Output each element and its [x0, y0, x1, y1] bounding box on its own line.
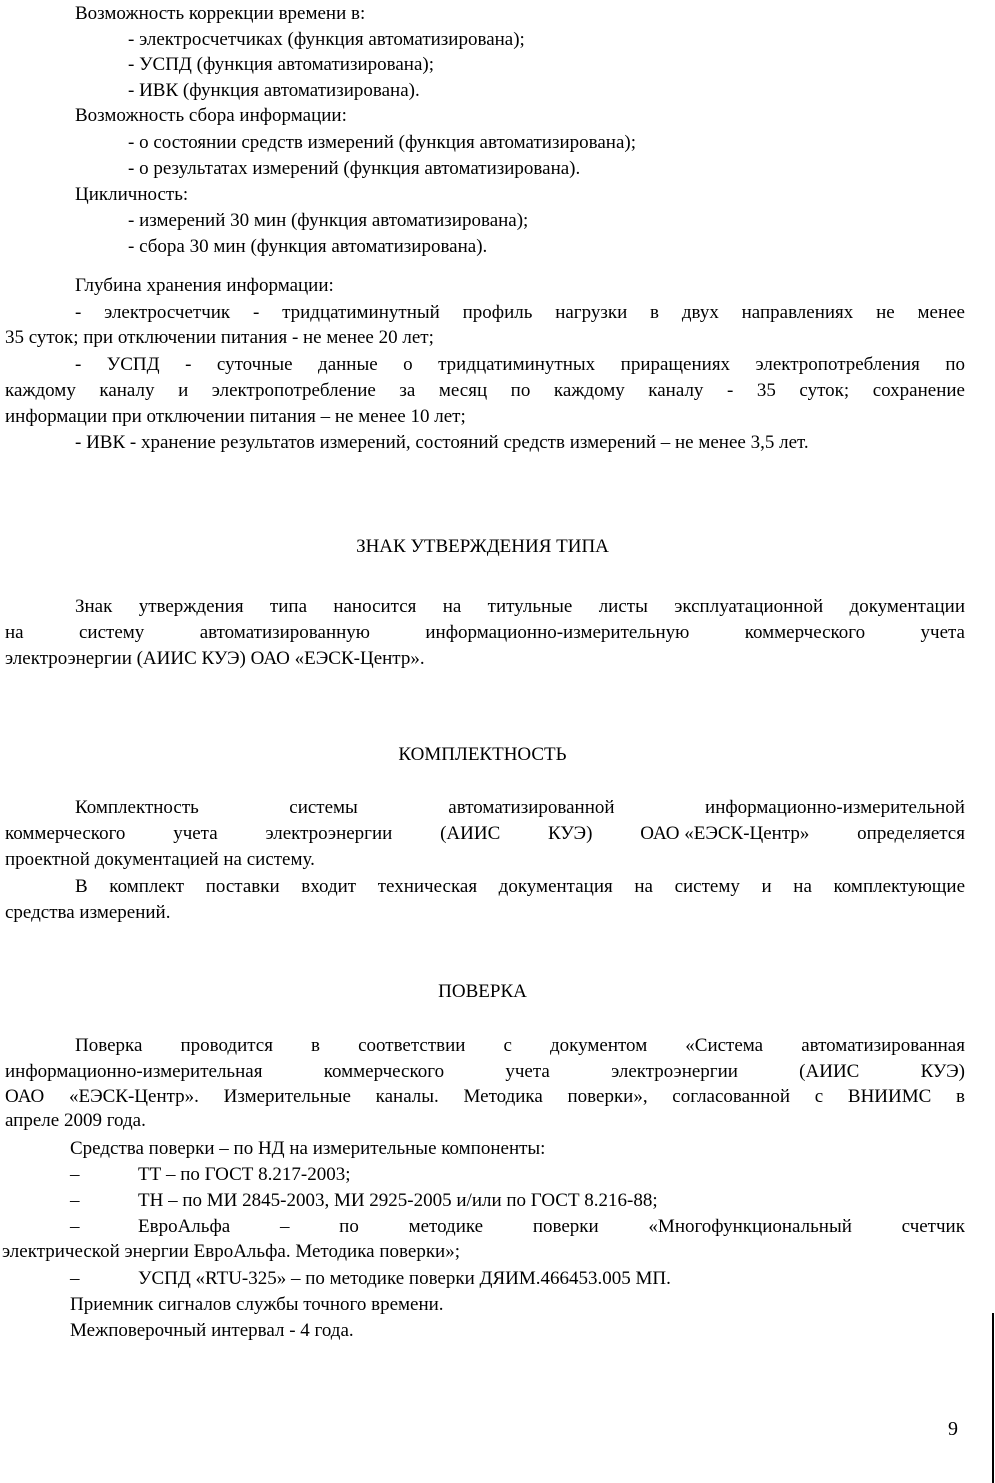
- paragraph-line: проектной документацией на систему.: [5, 849, 315, 870]
- paragraph-line: [75, 796, 965, 820]
- paragraph-line: [5, 1060, 965, 1084]
- receiver-line: Приемник сигналов службы точного времени.: [70, 1294, 444, 1315]
- word: Поверка: [75, 1035, 143, 1056]
- dash: –: [70, 1216, 80, 1237]
- paragraph-line: Знак утверждения типа наносится на титульные листы эксплуатационной документации: [75, 596, 965, 617]
- word: системы: [289, 797, 358, 818]
- word: автоматизированной: [448, 797, 615, 818]
- list-item: - УСПД (функция автоматизирована);: [128, 54, 434, 75]
- paragraph-line: [75, 1034, 965, 1058]
- list-item: ТН – по МИ 2845-2003, МИ 2925-2005 и/или по ГОСТ 8.216-88;: [138, 1190, 658, 1211]
- dash: –: [70, 1268, 80, 1289]
- word: коммерческого: [744, 622, 866, 643]
- word: автоматизированную: [199, 622, 370, 643]
- verification-tools-title: Средства поверки – по НД на измерительные компоненты:: [70, 1138, 546, 1159]
- word: «Система: [685, 1035, 764, 1056]
- list-item: - измерений 30 мин (функция автоматизирована);: [128, 210, 529, 231]
- list-item: [138, 1215, 965, 1239]
- time-correction-title: Возможность коррекции времени в:: [75, 3, 366, 24]
- storage-line: 35 суток; при отключении питания - не менее 20 лет;: [5, 327, 434, 348]
- word: электроэнергии: [265, 823, 393, 844]
- storage-line: - УСПД - суточные данные о тридцатиминутных приращениях электропотребления по: [75, 354, 965, 375]
- storage-line: информации при отключении питания – не менее 10 лет;: [5, 406, 466, 427]
- paragraph-line: апреле 2009 года.: [5, 1110, 146, 1131]
- word: «Многофункциональный: [648, 1216, 852, 1237]
- word: КУЭ): [548, 823, 593, 844]
- list-item: - о результатах измерений (функция автоматизирована).: [128, 158, 581, 179]
- word: учета: [505, 1061, 550, 1082]
- word: коммерческого: [323, 1061, 445, 1082]
- section-heading-completeness: КОМПЛЕКТНОСТЬ: [398, 744, 567, 765]
- word: ОАО «ЕЭСК-Центр»: [640, 823, 810, 844]
- page-number: 9: [948, 1418, 958, 1440]
- list-item: - ИВК (функция автоматизирована).: [128, 80, 420, 101]
- storage-line: - электросчетчик - тридцатиминутный профиль нагрузки в двух направлениях не менее: [75, 302, 965, 323]
- list-item: - электросчетчиках (функция автоматизирована);: [128, 29, 525, 50]
- interval-line: Межповерочный интервал - 4 года.: [70, 1320, 354, 1341]
- word: (АИИС: [799, 1061, 860, 1082]
- list-item-continuation: электрической энергии ЕвроАльфа. Методика поверки»;: [2, 1241, 460, 1262]
- word: методике: [408, 1216, 484, 1237]
- word: учета: [920, 622, 965, 643]
- list-item: - сбора 30 мин (функция автоматизирована).: [128, 236, 488, 257]
- paragraph-line: ОАО «ЕЭСК-Центр». Измерительные каналы. Методика поверки», согласованной с ВНИИМС в: [5, 1086, 965, 1107]
- cyclicity-title: Цикличность:: [75, 184, 189, 205]
- word: (АИИС: [440, 823, 501, 844]
- paragraph-line: В комплект поставки входит техническая документация на систему и на комплектующие: [75, 876, 965, 897]
- word: счетчик: [901, 1216, 965, 1237]
- word: автоматизированная: [801, 1035, 965, 1056]
- word: систему: [79, 622, 145, 643]
- storage-title: Глубина хранения информации:: [75, 275, 334, 296]
- word: в: [311, 1035, 321, 1056]
- word: по: [339, 1216, 359, 1237]
- word: на: [5, 622, 24, 643]
- dash: –: [70, 1164, 80, 1185]
- paragraph-line: средства измерений.: [5, 902, 171, 923]
- word: –: [279, 1216, 290, 1237]
- word: ЕвроАльфа: [138, 1216, 231, 1237]
- list-item: УСПД «RTU-325» – по методике поверки ДЯИМ.466453.005 МП.: [138, 1268, 671, 1289]
- section-heading-verification: ПОВЕРКА: [438, 981, 527, 1002]
- word: Комплектность: [75, 797, 199, 818]
- list-item: - о состоянии средств измерений (функция автоматизирована);: [128, 132, 636, 153]
- storage-line: - ИВК - хранение результатов измерений, состояний средств измерений – не менее 3,5 лет.: [75, 432, 809, 453]
- paragraph-line: [5, 621, 965, 645]
- word: документом: [550, 1035, 648, 1056]
- word: информационно-измерительной: [705, 797, 965, 818]
- word: соответствии: [358, 1035, 466, 1056]
- storage-line: каждому каналу и электропотребление за месяц по каждому каналу - 35 суток; сохранение: [5, 380, 965, 401]
- word: электроэнергии: [611, 1061, 738, 1082]
- list-item: ТТ – по ГОСТ 8.217-2003;: [138, 1164, 351, 1185]
- word: с: [503, 1035, 512, 1056]
- word: КУЭ): [920, 1061, 965, 1082]
- word: коммерческого: [5, 823, 126, 844]
- word: поверки: [532, 1216, 599, 1237]
- info-collection-title: Возможность сбора информации:: [75, 105, 347, 126]
- dash: –: [70, 1190, 80, 1211]
- word: определяется: [857, 823, 965, 844]
- paragraph-line: электроэнергии (АИИС КУЭ) ОАО «ЕЭСК-Центр».: [5, 648, 425, 669]
- section-heading-type-approval: ЗНАК УТВЕРЖДЕНИЯ ТИПА: [356, 536, 609, 557]
- paragraph-line: [5, 822, 965, 846]
- margin-rule: [992, 1313, 994, 1483]
- word: учета: [173, 823, 218, 844]
- word: информационно-измерительную: [425, 622, 690, 643]
- word: информационно-измерительная: [5, 1061, 263, 1082]
- word: проводится: [180, 1035, 273, 1056]
